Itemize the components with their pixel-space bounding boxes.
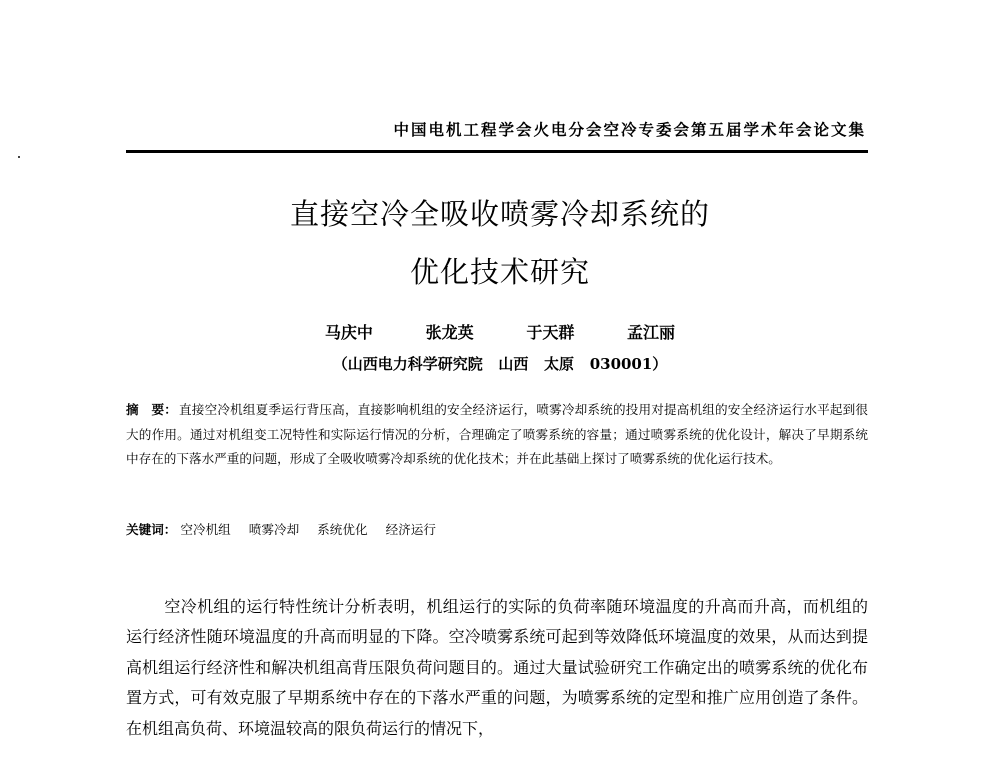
keyword-item: 系统优化 — [317, 522, 368, 537]
keyword-item: 空冷机组 — [180, 522, 231, 537]
keywords-label: 关键词： — [126, 522, 177, 537]
running-header: 中国电机工程学会火电分会空冷专委会第五届学术年会论文集 — [393, 121, 866, 139]
scan-speck — [18, 156, 20, 158]
affiliation: （山西电力科学研究院 山西 太原 030001） — [332, 355, 668, 373]
paper-title-line-2: 优化技术研究 — [409, 255, 590, 289]
abstract — [126, 398, 868, 472]
abstract-text: 直接空冷机组夏季运行背压高，直接影响机组的安全经济运行，喷雾冷却系统的投用对提高机组的安全经济运行水平起到很大的作用。通过对机组变工况特性和实际运行情况的分析，合理确定了喷雾系统的容量；通过喷雾系统的优化设计，解决了早期系统中存在的下落水严重的问题，形成了全吸收喷雾冷却系统的优化技术；并在此基础上探讨了喷雾系统的优化运行技术。 — [126, 402, 869, 466]
paper-title-line-1: 直接空冷全吸收喷雾冷却系统的 — [289, 197, 710, 231]
authors: 马庆中 张龙英 于天群 孟江丽 — [324, 323, 676, 342]
keywords — [126, 518, 868, 542]
body-paragraph: 空冷机组的运行特性统计分析表明，机组运行的实际的负荷率随环境温度的升高而升高，而机组的运行经济性随环境温度的升高而明显的下降。空冷喷雾系统可起到等效降低环境温度的效果，从而达到提高机组运行经济性和解决机组高背压限负荷问题目的。通过大量试验研究工作确定出的喷雾系统的优化布置方式，可有效克服了早期系统中存在的下落水严重的问题，为喷雾系统的定型和推广应用创造了条件。在机组高负荷、环境温较高的限负荷运行的情况下， — [126, 597, 868, 738]
header-rule — [126, 150, 868, 153]
keyword-item: 经济运行 — [385, 522, 436, 537]
abstract-label: 摘 要： — [126, 402, 178, 417]
keyword-item: 喷雾冷却 — [248, 522, 300, 537]
